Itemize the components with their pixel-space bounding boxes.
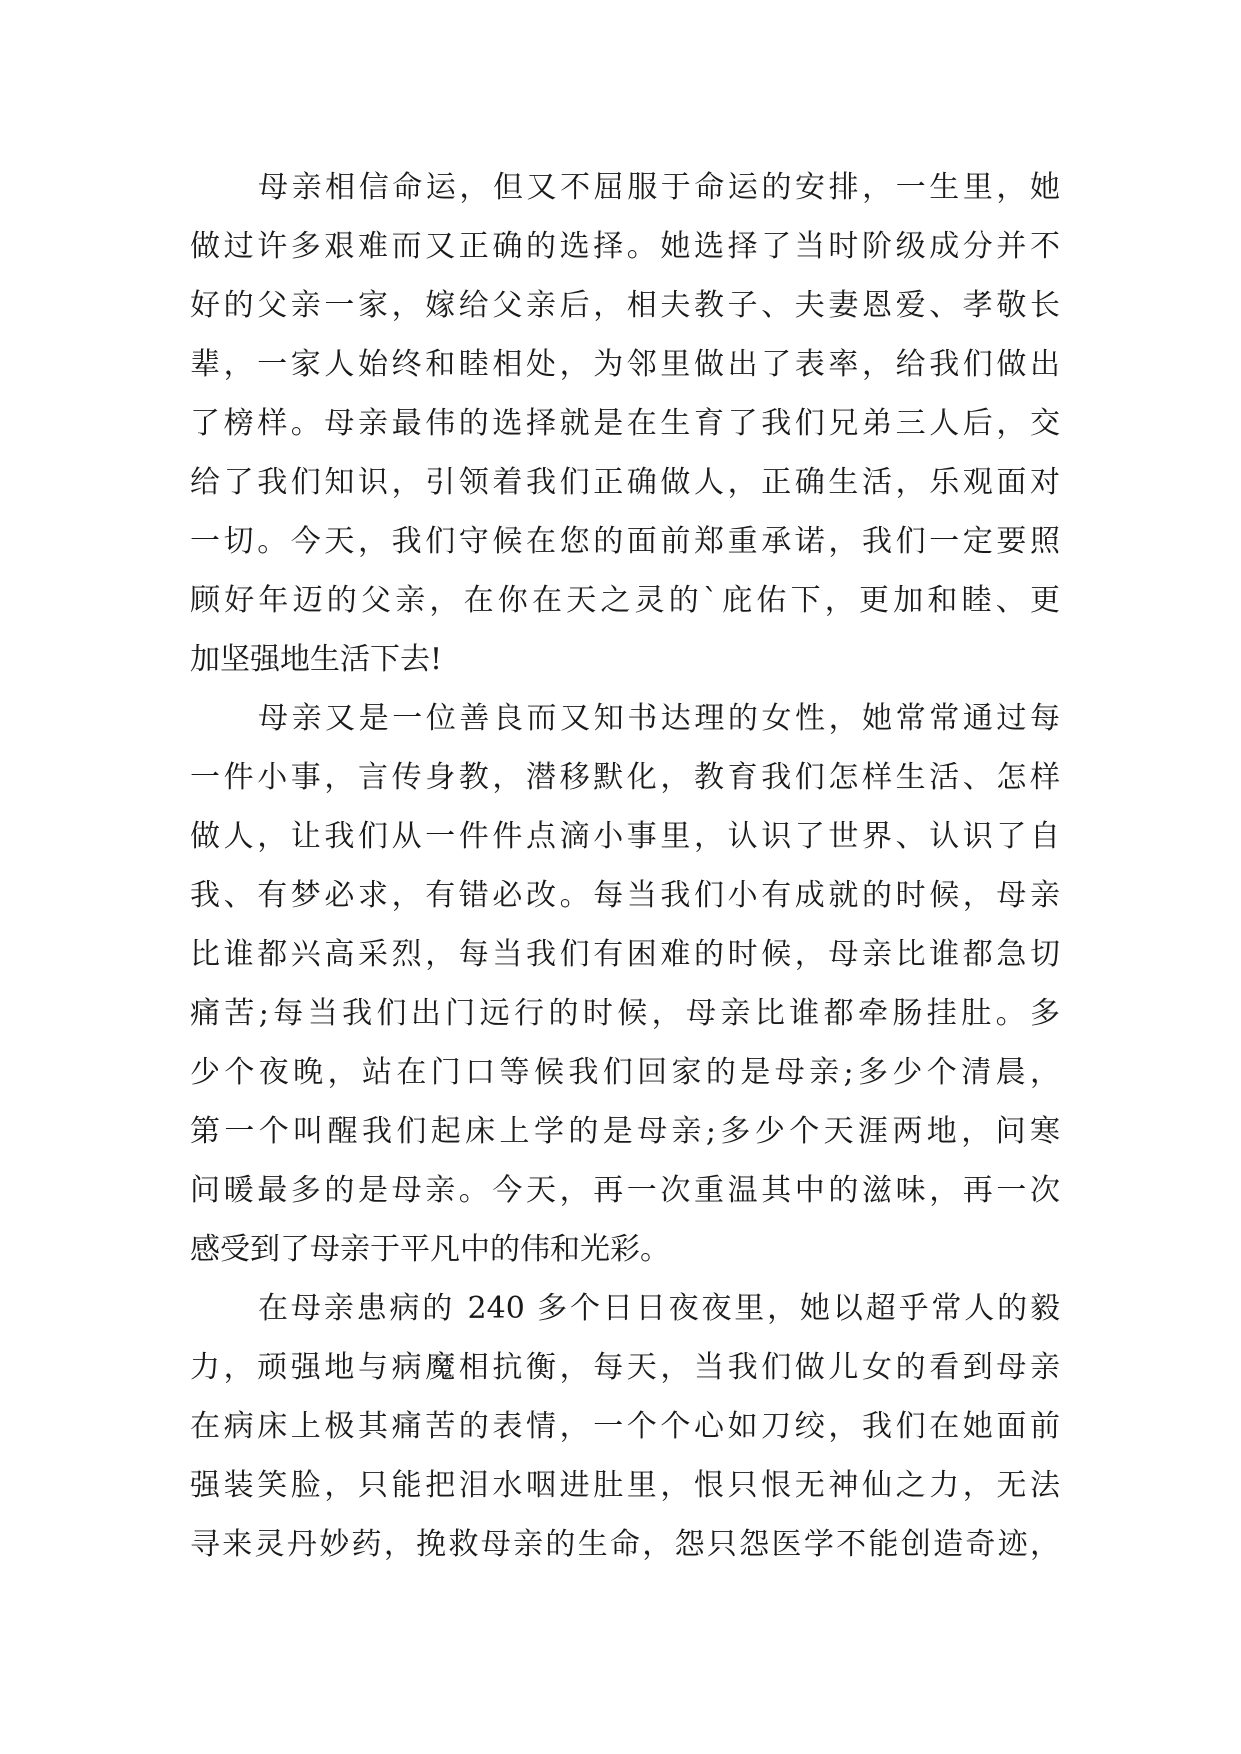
text-line: 我、有梦必求，有错必改。每当我们小有成就的时候，母亲 [190,878,1060,913]
body-text [190,158,1060,1574]
text-line: 做人，让我们从一件件点滴小事里，认识了世界、认识了自 [190,819,1060,854]
text-line: 做过许多艰难而又正确的选择。她选择了当时阶级成分并不 [190,229,1060,264]
text-line: 好的父亲一家，嫁给父亲后，相夫教子、夫妻恩爱、孝敬长 [190,288,1060,323]
text-line: 问暖最多的是母亲。今天，再一次重温其中的滋味，再一次 [190,1173,1060,1208]
text-line: 比谁都兴高采烈，每当我们有困难的时候，母亲比谁都急切 [190,937,1060,972]
text-line: 一切。今天，我们守候在您的面前郑重承诺，我们一定要照 [190,524,1060,559]
paragraph-2 [190,689,1060,1279]
text-line: 力，顽强地与病魔相抗衡，每天，当我们做儿女的看到母亲 [190,1350,1060,1385]
text-line: 一件小事，言传身教，潜移默化，教育我们怎样生活、怎样 [190,760,1060,795]
text-line: 母亲又是一位善良而又知书达理的女性，她常常通过每 [258,701,1060,736]
text-line: 顾好年迈的父亲，在你在天之灵的`庇佑下，更加和睦、更 [190,583,1060,618]
paragraph-1 [190,158,1060,689]
text-line: 强装笑脸，只能把泪水咽进肚里，恨只恨无神仙之力，无法 [190,1468,1060,1503]
text-line: 辈，一家人始终和睦相处，为邻里做出了表率，给我们做出 [190,347,1060,382]
paragraph-3 [190,1279,1060,1574]
text-line: 痛苦;每当我们出门远行的时候，母亲比谁都牵肠挂肚。多 [190,996,1060,1031]
text-line: 在母亲患病的 240 多个日日夜夜里，她以超乎常人的毅 [258,1291,1060,1326]
text-line: 了榜样。母亲最伟的选择就是在生育了我们兄弟三人后，交 [190,406,1060,441]
text-line: 少个夜晚，站在门口等候我们回家的是母亲;多少个清晨， [190,1055,1060,1090]
text-line: 第一个叫醒我们起床上学的是母亲;多少个天涯两地，问寒 [190,1114,1060,1149]
text-line: 母亲相信命运，但又不屈服于命运的安排，一生里，她 [258,170,1060,205]
text-line: 寻来灵丹妙药，挽救母亲的生命，怨只怨医学不能创造奇迹， [190,1527,1060,1562]
text-line: 在病床上极其痛苦的表情，一个个心如刀绞，我们在她面前 [190,1409,1060,1444]
text-line: 给了我们知识，引领着我们正确做人，正确生活，乐观面对 [190,465,1060,500]
text-line: 感受到了母亲于平凡中的伟和光彩。 [190,1232,670,1267]
text-line: 加坚强地生活下去! [190,642,443,677]
